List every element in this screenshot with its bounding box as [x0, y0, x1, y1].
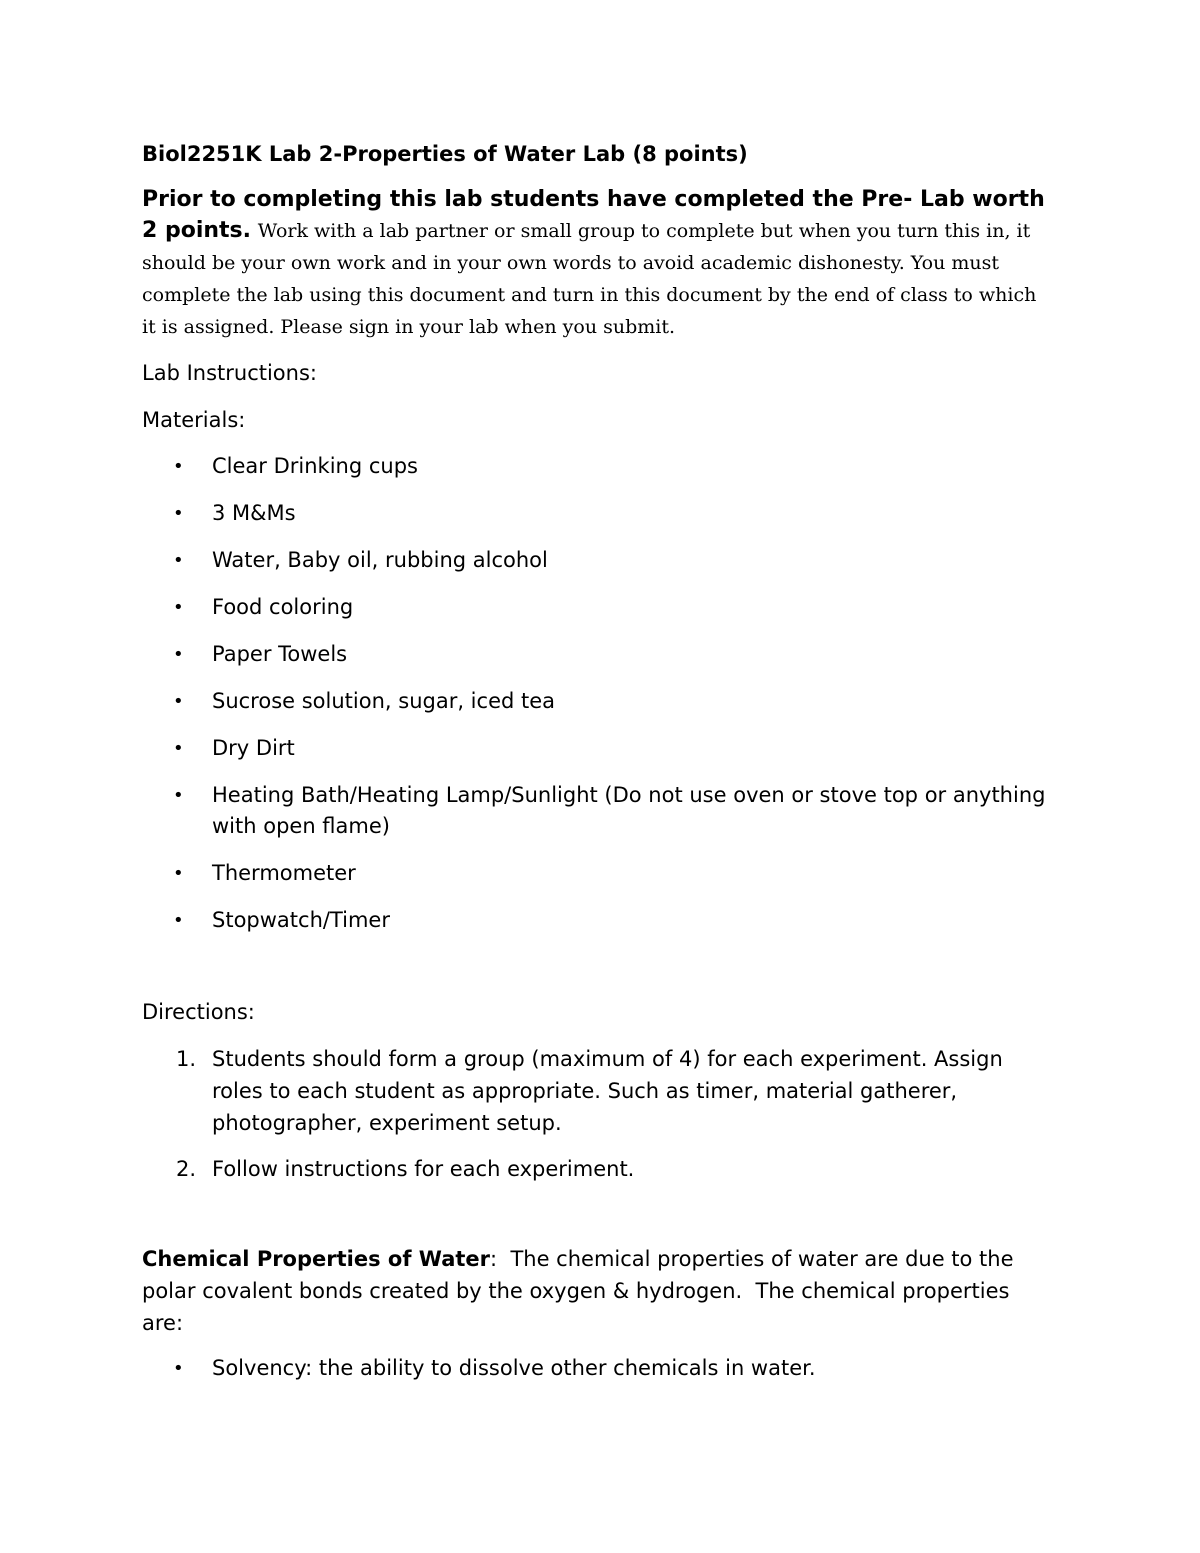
list-item	[142, 733, 1052, 764]
step-number: 1.	[176, 1047, 197, 1071]
step-text: Students should form a group (maximum of 4) for each experiment. Assign roles to each student as appropriate. Such as timer, material gatherer, photographer, experiment setup.	[212, 1047, 1003, 1135]
directions-list	[142, 1043, 1052, 1185]
list-item	[142, 858, 1052, 889]
intro-lead: Prior to completing this lab students have completed the Pre- Lab worth 2 points.	[142, 187, 1045, 243]
chemical-properties-list	[142, 1353, 1052, 1384]
step-text: Follow instructions for each experiment.	[212, 1157, 635, 1181]
list-item	[142, 1043, 1052, 1139]
bullet-icon: •	[173, 785, 184, 806]
material-text: Paper Towels	[212, 642, 348, 666]
heading-colon: :	[490, 1247, 498, 1271]
bullet-icon: •	[173, 1358, 184, 1379]
intro-paragraph	[142, 184, 1052, 343]
material-text: 3 M&Ms	[212, 501, 296, 525]
bullet-icon: •	[173, 910, 184, 931]
material-text: Heating Bath/Heating Lamp/Sunlight (Do not use oven or stove top or anything with open flame)	[212, 783, 1046, 838]
material-text: Thermometer	[212, 861, 356, 885]
list-item	[142, 545, 1052, 576]
document-page	[142, 138, 1052, 1400]
chemical-properties-heading: Chemical Properties of Water	[142, 1247, 491, 1271]
materials-list	[142, 451, 1052, 936]
bullet-icon: •	[173, 863, 184, 884]
list-item	[142, 451, 1052, 482]
list-item	[142, 498, 1052, 529]
directions-label: Directions:	[142, 1000, 255, 1024]
bullet-icon: •	[173, 503, 184, 524]
material-text: Food coloring	[212, 595, 354, 619]
bullet-icon: •	[173, 597, 184, 618]
document-title: Biol2251K Lab 2-Properties of Water Lab (8 points)	[142, 142, 748, 166]
list-item	[142, 592, 1052, 623]
materials-label: Materials:	[142, 408, 246, 432]
material-text: Sucrose solution, sugar, iced tea	[212, 689, 556, 713]
list-item	[142, 686, 1052, 717]
list-item	[142, 905, 1052, 936]
lab-instructions-label: Lab Instructions:	[142, 361, 317, 385]
list-item	[142, 780, 1052, 842]
bullet-icon: •	[173, 738, 184, 759]
property-text: Solvency: the ability to dissolve other chemicals in water.	[212, 1356, 816, 1380]
intro-body: Work with a lab partner or small group to complete but when you turn this in, it should be your own work and in your own words to avoid academic dishonesty. You must complete the lab using this document and turn in this document by the end of class to which it is assigned. Please sign in your lab when you submit.	[142, 220, 1037, 338]
chemical-properties-paragraph	[142, 1243, 1052, 1339]
list-item	[142, 1153, 1052, 1185]
bullet-icon: •	[173, 550, 184, 571]
bullet-icon: •	[173, 644, 184, 665]
chemical-properties-text: The chemical properties of water are due to the polar covalent bonds created by the oxygen & hydrogen. The chemical properties are:	[142, 1247, 1021, 1335]
material-text: Stopwatch/Timer	[212, 908, 390, 932]
step-number: 2.	[176, 1157, 197, 1181]
bullet-icon: •	[173, 456, 184, 477]
material-text: Clear Drinking cups	[212, 454, 418, 478]
list-item	[142, 1353, 1052, 1384]
list-item	[142, 639, 1052, 670]
material-text: Dry Dirt	[212, 736, 295, 760]
bullet-icon: •	[173, 691, 184, 712]
material-text: Water, Baby oil, rubbing alcohol	[212, 548, 548, 572]
